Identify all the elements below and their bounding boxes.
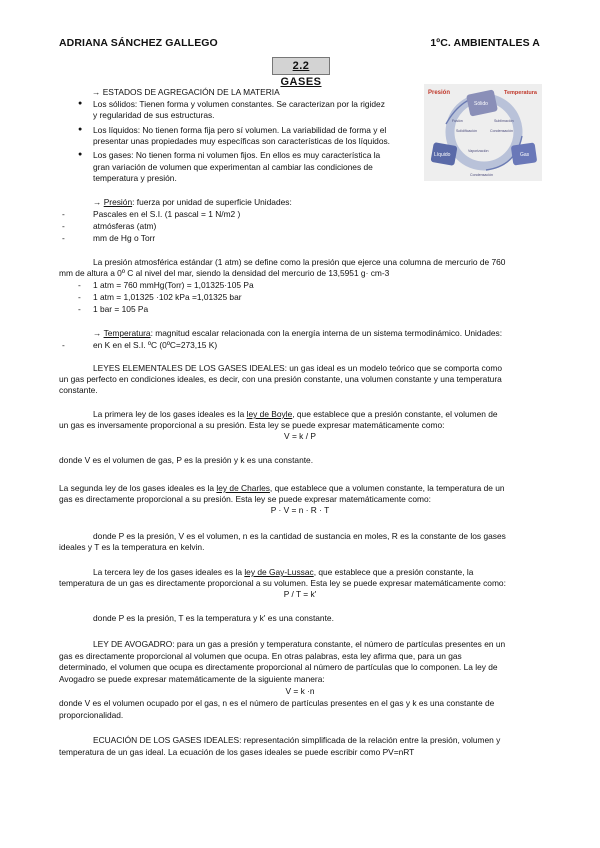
bullet-icon: ●	[78, 126, 83, 133]
avogadro-line-5: donde V es el volumen ocupado por el gas, n es el número de partículas presentes en el gas y k es una constante de	[59, 698, 495, 708]
bullet-icon: ●	[78, 100, 83, 107]
atm-paragraph-line-2: mm de altura a 0º C al nivel del mar, siendo la densidad del mercurio de 13,5951 g· cm-3	[59, 268, 390, 278]
bullet-icon: ●	[78, 151, 83, 158]
presion-unit-2: atmósferas (atm)	[93, 221, 157, 231]
boyle-line-3: donde V es el volumen de gas, P es la presión y k es una constante.	[59, 455, 314, 465]
gay-equation: P / T = k'	[283, 589, 317, 599]
dash-marker: -	[62, 209, 65, 219]
dash-marker: -	[62, 233, 65, 243]
avogadro-line-6: proporcionalidad.	[59, 710, 124, 720]
charles-line-2: gas es directamente proporcional a su presión. Esta ley se puede expresar matemáticamente como:	[59, 494, 431, 504]
ecuacion-line-1: ECUACIÓN DE LOS GASES IDEALES: representación simplificada de la relación entre la presión, volumen y	[93, 735, 501, 745]
leyes-line-2: un gas perfecto en condiciones ideales, es decir, con una presión constante, una volumen constante y una temperatura	[59, 374, 502, 384]
states-of-matter-diagram	[424, 84, 542, 181]
presion-definition	[93, 197, 292, 209]
fusion-label: Fusión	[452, 119, 463, 123]
liquido-label: Líquido	[434, 152, 451, 158]
liquidos-line-2: presentar unas propiedades muy específicas son características de los líquidos.	[93, 136, 391, 146]
avogadro-line-3: determinado, el volumen que ocupa es directamente proporcional al número de partículas que lo componen. La ley de	[59, 662, 498, 672]
states-diagram-svg	[424, 84, 542, 181]
avogadro-line-1: LEY DE AVOGADRO: para un gas a presión y temperatura constante, el número de partículas presentes en un	[93, 639, 506, 649]
boyle-text-a: La primera ley de los gases ideales es la	[93, 409, 247, 419]
solidos-line-2: y regularidad de sus estructuras.	[93, 110, 215, 120]
sublimacion-label: Sublimación	[494, 119, 514, 123]
atm-paragraph-line-1: La presión atmosférica estándar (1 atm) se define como la presión que ejerce una columna de mercurio de 760	[93, 257, 506, 267]
gay-text-a: La tercera ley de los gases ideales es la	[93, 567, 245, 577]
condensacion2-label: Condensación	[470, 173, 493, 177]
gay-text-b: , que establece que a presión constante, la	[313, 567, 474, 577]
section-title: 2.2 GASES	[272, 57, 330, 75]
estados-heading: → ESTADOS DE AGREGACIÓN DE LA MATERIA	[92, 87, 280, 97]
gay-line-3: donde P es la presión, T es la temperatura y k' es una constante.	[93, 613, 334, 623]
temperatura-definition	[93, 328, 502, 340]
gay-link[interactable]: ley de Gay-Lussac	[244, 567, 314, 577]
charles-line-4: ideales y T es la temperatura en kelvin.	[59, 542, 205, 552]
solidificacion-label: Solidificación	[456, 129, 477, 133]
temperatura-term: Temperatura	[103, 328, 151, 338]
solidos-line-1: Los sólidos: Tienen forma y volumen constantes. Se caracterizan por la rigidez	[93, 99, 385, 109]
boyle-line-2: un gas es inversamente proporcional a su presión. Esta ley se puede expresar matemáticamente como:	[59, 420, 445, 430]
equivalence-3: 1 bar = 105 Pa	[93, 304, 149, 314]
charles-equation: P · V = n · R · T	[270, 505, 330, 515]
dash-marker: -	[78, 292, 81, 302]
presion-label: Presión	[428, 90, 451, 96]
gay-line-1	[93, 567, 473, 579]
charles-text-a: La segunda ley de los gases ideales es la	[59, 483, 217, 493]
avogadro-equation: V = k ·n	[285, 686, 315, 696]
gas-label: Gas	[520, 152, 530, 158]
presion-unit-3: mm de Hg o Torr	[93, 233, 156, 243]
author-name: ADRIANA SÁNCHEZ GALLEGO	[59, 37, 218, 49]
boyle-line-1	[93, 409, 498, 421]
boyle-link[interactable]: ley de Boyle	[246, 409, 293, 419]
solido-label: Sólido	[474, 101, 488, 107]
charles-line-1	[59, 483, 505, 495]
temperatura-label: Temperatura	[504, 90, 537, 96]
temperatura-def: : magnitud escalar relacionada con la energía interna de un sistema termodinámico. Unidades:	[150, 328, 503, 338]
avogadro-line-2: gas es directamente proporcional al volumen que ocupa. En otras palabras, esta ley afirma que, para un gas	[59, 651, 462, 661]
condensacion-label: Condensación	[490, 129, 513, 133]
presion-unit-1: Pascales en el S.I. (1 pascal = 1 N/m2 )	[93, 209, 241, 219]
gases-line-2: gran variación de volumen que experimentan al cambiar las condiciones de	[93, 162, 373, 172]
leyes-line-1: LEYES ELEMENTALES DE LOS GASES IDEALES: un gas ideal es un modelo teórico que se comporta como	[93, 363, 503, 373]
presion-arrow: →	[93, 197, 104, 207]
presion-def: : fuerza por unidad de superficie Unidades:	[132, 197, 292, 207]
course-name: 1ºC. AMBIENTALES A	[430, 37, 540, 49]
temperatura-arrow: →	[93, 328, 104, 338]
gases-line-3: temperatura y presión.	[93, 173, 177, 183]
charles-link[interactable]: ley de Charles	[216, 483, 270, 493]
dash-marker: -	[62, 340, 65, 350]
boyle-equation: V = k / P	[284, 431, 316, 441]
equivalence-1: 1 atm = 760 mmHg(Torr) = 1,01325·105 Pa	[93, 280, 254, 290]
dash-marker: -	[78, 280, 81, 290]
temperatura-unit-1: en K en el S.I. ºC (0ºC=273,15 K)	[93, 340, 218, 350]
charles-line-3: donde P es la presión, V es el volumen, n es la cantidad de sustancia en moles, R es la constante de los gases	[93, 531, 506, 541]
avogadro-line-4: Avogadro se puede expresar matemáticamente de la siguiente manera:	[59, 674, 325, 684]
equivalence-2: 1 atm = 1,01325 ·102 kPa =1,01325 bar	[93, 292, 242, 302]
vaporizacion-label: Vaporización	[468, 149, 489, 153]
dash-marker: -	[78, 304, 81, 314]
dash-marker: -	[62, 221, 65, 231]
presion-term: Presión	[103, 197, 133, 207]
ecuacion-line-2: temperatura de un gas ideal. La ecuación de los gases ideales se puede escribir como PV=nRT	[59, 747, 415, 757]
gay-line-2: temperatura de un gas es directamente proporcional a su volumen. Esta ley se puede expresar matemáticamente como:	[59, 578, 506, 588]
liquidos-line-1: Los líquidos: No tienen forma fija pero sí volumen. La variabilidad de forma y el	[93, 125, 387, 135]
boyle-text-b: , que establece que a presión constante, el volumen de	[292, 409, 498, 419]
leyes-line-3: constante.	[59, 385, 98, 395]
gases-line-1: Los gases: No tienen forma ni volumen fijos. En ellos es muy característica la	[93, 150, 381, 160]
charles-text-b: , que establece que a volumen constante, la temperatura de un	[269, 483, 505, 493]
